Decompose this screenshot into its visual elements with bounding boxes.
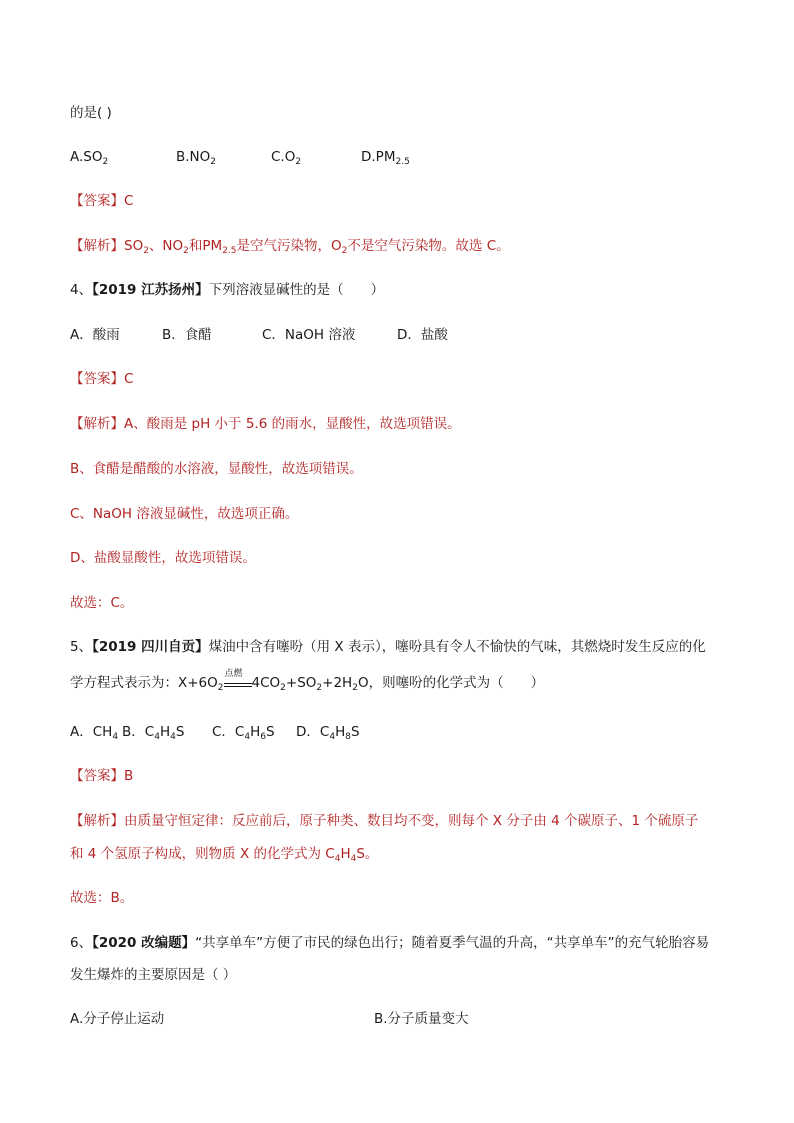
q5-source: 【2019 四川自贡】 — [92, 639, 209, 655]
q6-option-a: A.分子停止运动 — [70, 1011, 165, 1027]
q4-option-a: A．酸雨 — [70, 327, 120, 343]
q4-analysis-1: 【解析】A、酸雨是 pH 小于 5.6 的雨水，显酸性，故选项错误。 — [70, 416, 461, 432]
q5-option-c: C．$C_4H_6S$ — [212, 724, 275, 742]
q3-stem-tail: 的是( ) — [70, 105, 112, 121]
q3-answer: 【答案】C — [70, 193, 134, 209]
q4-options — [70, 325, 448, 345]
reaction-condition: 点燃 — [224, 669, 243, 679]
q3-option-d: $D.PM_{2.5}$ — [361, 149, 410, 167]
q3-option-b: $B.NO_2$ — [176, 149, 217, 167]
q3-options — [70, 147, 410, 167]
q5-stem-1: 5、【2019 四川自贡】煤油中含有噻吩（用 X 表示），噻吩具有令人不愉快的气味，其燃烧时发生反应的化 — [70, 639, 706, 655]
q6-source: 【2020 改编题】 — [92, 935, 196, 951]
q4-choice: 故选：C。 — [70, 595, 134, 611]
q5-options — [70, 722, 360, 742]
q5-choice: 故选：B。 — [70, 890, 134, 906]
q5-option-b: B．$C_4H_4S$ — [122, 724, 185, 742]
q3-analysis: 【解析】$SO_2$、$NO_2$和$PM_{2.5}$是空气污染物，$O_2$不是空气污染物。故选 C。 — [70, 238, 510, 256]
q4-stem: 4、【2019 江苏扬州】下列溶液显碱性的是（ ） — [70, 282, 385, 298]
q4-option-b: B．食醋 — [162, 327, 212, 343]
q6-option-b: B.分子质量变大 — [374, 1011, 469, 1027]
q3-option-c: $C.O_2$ — [271, 149, 302, 167]
q3-option-a: $A.SO_2$ — [70, 149, 109, 167]
q6-stem-2: 发生爆炸的主要原因是（ ） — [70, 967, 237, 983]
q4-analysis-2: B、食醋是醋酸的水溶液，显酸性，故选项错误。 — [70, 461, 363, 477]
q4-option-c: C．NaOH 溶液 — [262, 327, 356, 343]
q5-analysis-2: 和 4 个氢原子构成，则物质 X 的化学式为 $C_4H_4S$。 — [70, 846, 379, 864]
q5-option-a: A．$CH_4$ — [70, 724, 119, 742]
q4-answer: 【答案】C — [70, 371, 134, 387]
reaction-arrow — [224, 669, 252, 690]
q5-stem-2: 学方程式表示为：$X+6O_2$ 点燃 $4CO_2+SO_2+2H_2O$，则噻吩的化学式为（ ） — [70, 673, 544, 693]
q5-analysis-1: 【解析】由质量守恒定律：反应前后，原子种类、数目均不变，则每个 X 分子由 4 个碳原子、1 个硫原子 — [70, 813, 699, 829]
q4-source: 【2019 江苏扬州】 — [92, 282, 209, 298]
q4-option-d: D．盐酸 — [397, 327, 448, 343]
q5-option-d: D．$C_4H_8S$ — [296, 724, 360, 742]
q6-stem-1: 6、【2020 改编题】“共享单车”方便了市民的绿色出行；随着夏季气温的升高，“共享单车”的充气轮胎容易 — [70, 935, 710, 951]
q4-analysis-3: C、NaOH 溶液显碱性，故选项正确。 — [70, 506, 299, 522]
q6-options — [70, 1009, 469, 1029]
q5-answer: 【答案】B — [70, 768, 134, 784]
q4-analysis-4: D、盐酸显酸性，故选项错误。 — [70, 550, 256, 566]
